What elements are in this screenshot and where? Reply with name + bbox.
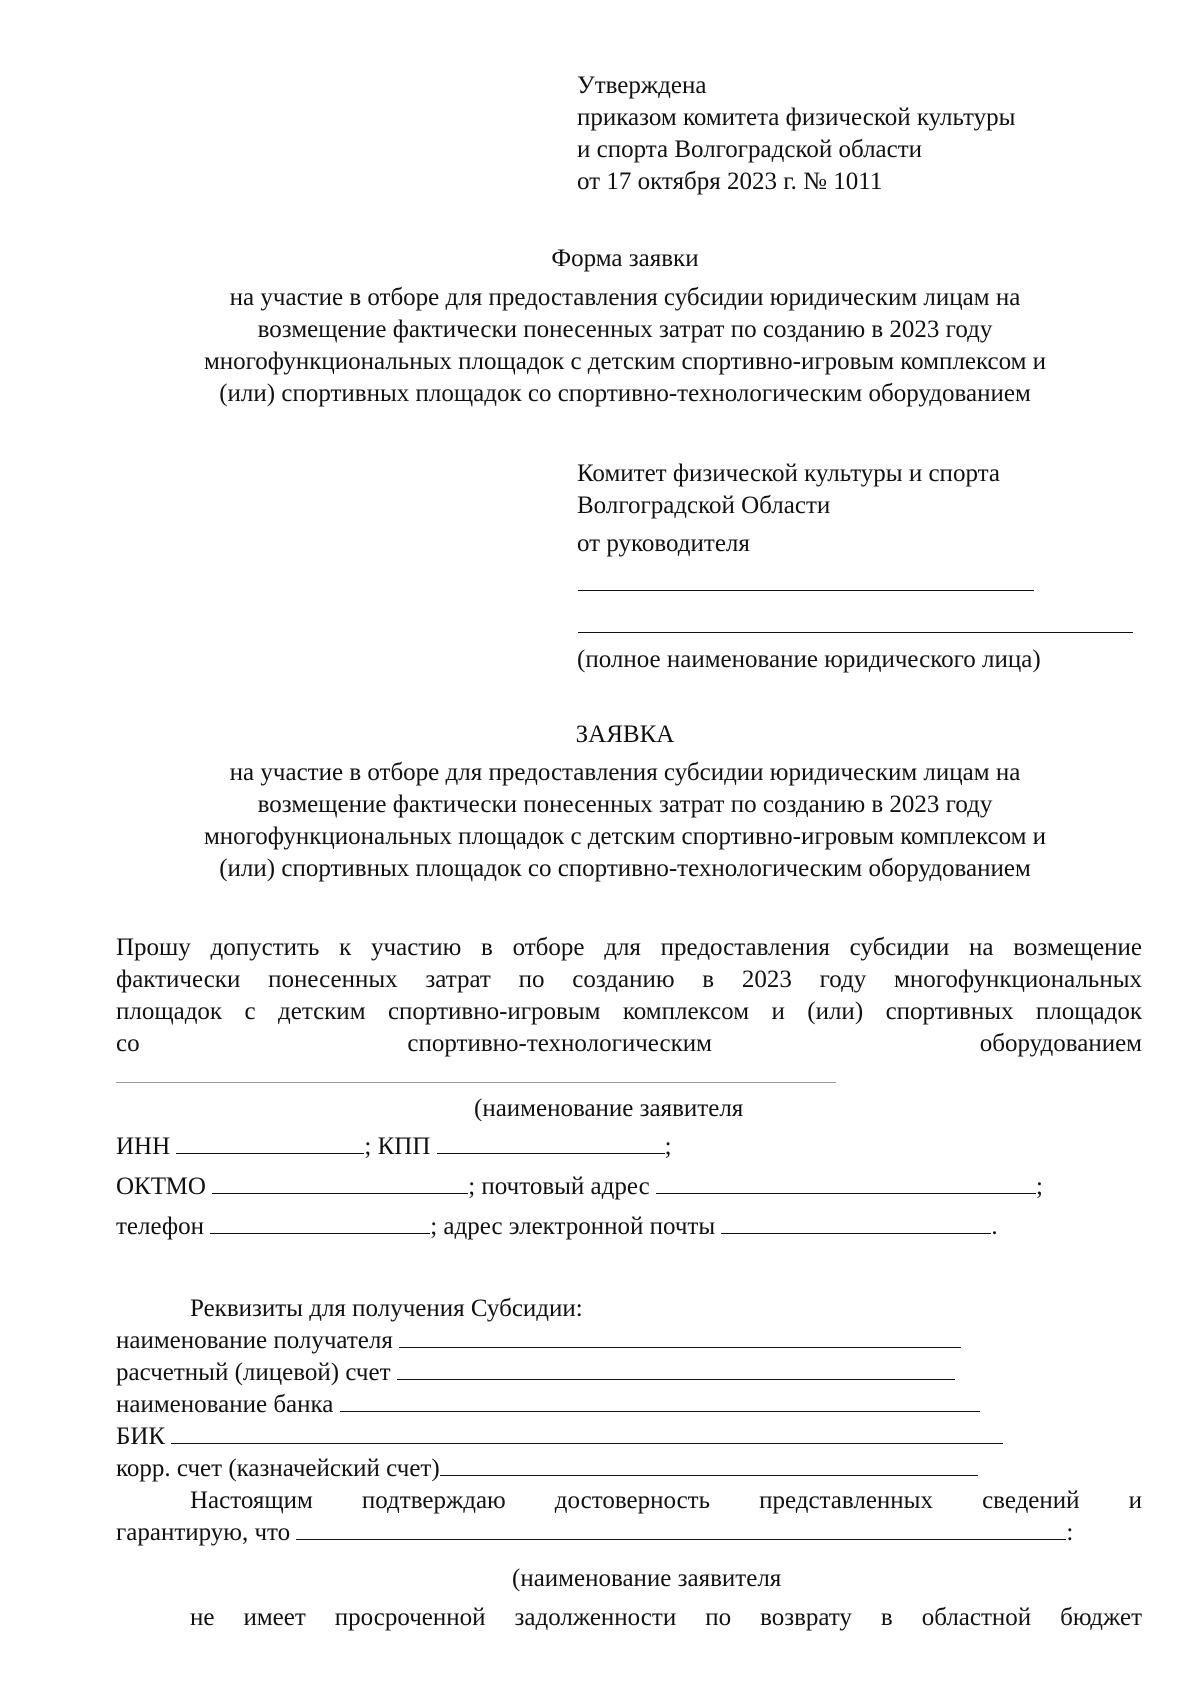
addressee-line: от руководителя	[577, 530, 750, 557]
applicant-name-line[interactable]	[116, 1082, 836, 1083]
recipient-label: наименование получателя	[116, 1327, 393, 1354]
recipient-field[interactable]	[399, 1325, 961, 1348]
inn-field[interactable]	[176, 1131, 364, 1154]
caption-text: (наименование заявителя	[512, 1565, 782, 1592]
guarantee-line: Настоящим подтверждаю достоверность представленных сведений и	[190, 1487, 1142, 1514]
phone-field[interactable]	[210, 1211, 430, 1234]
punct: :	[1066, 1519, 1074, 1546]
approval-block	[577, 70, 1015, 198]
legal-entity-line[interactable]	[578, 632, 1133, 633]
phone-email-row	[116, 1211, 998, 1243]
account-label: расчетный (лицевой) счет	[116, 1359, 391, 1386]
addressee-line: Волгоградской Области	[577, 492, 831, 519]
postal-address-label: ; почтовый адрес	[468, 1173, 650, 1200]
oktmo-field[interactable]	[212, 1171, 468, 1194]
application-line: возмещение фактически понесенных затрат по созданию в 2023 году	[257, 791, 993, 818]
form-title-line: возмещение фактически понесенных затрат по созданию в 2023 году	[257, 316, 993, 343]
account-field[interactable]	[397, 1357, 955, 1380]
corr-row	[116, 1453, 978, 1485]
bik-label: БИК	[116, 1423, 166, 1450]
postal-address-field[interactable]	[656, 1171, 1036, 1194]
approval-line: от 17 октября 2023 г. № 1011	[577, 168, 883, 195]
form-title-line: (или) спортивных площадок со спортивно-технологическим оборудованием	[219, 380, 1031, 407]
guarantee-line	[116, 1517, 1142, 1549]
guarantee-line: не имеет просроченной задолженности по возврату в областной бюджет	[190, 1604, 1142, 1631]
guarantee-applicant-field[interactable]	[296, 1517, 1066, 1540]
corr-account-label: корр. счет (казначейский счет)	[116, 1455, 440, 1482]
email-label: ; адрес электронной почты	[430, 1213, 716, 1240]
request-line: фактически понесенных затрат по созданию в 2023 году многофункциональных	[116, 966, 1142, 993]
addressee-line: Комитет физической культуры и спорта	[577, 460, 1000, 487]
application-line: многофункциональных площадок с детским спортивно-игровым комплексом и	[203, 823, 1047, 850]
head-name-line[interactable]	[578, 590, 1034, 591]
kpp-label: ; КПП	[364, 1133, 431, 1160]
corr-account-field[interactable]	[440, 1453, 978, 1476]
kpp-field[interactable]	[437, 1131, 665, 1154]
caption-text: (наименование заявителя	[474, 1095, 744, 1122]
guarantee-caption	[512, 1563, 781, 1595]
guarantee-clause	[116, 1602, 1142, 1634]
email-field[interactable]	[721, 1211, 991, 1234]
bank-row	[116, 1389, 980, 1421]
oktmo-address-row	[116, 1171, 1043, 1203]
punct: ;	[1035, 1173, 1043, 1200]
form-title	[0, 243, 1200, 275]
application-line: (или) спортивных площадок со спортивно-технологическим оборудованием	[219, 855, 1031, 882]
oktmo-label: ОКТМО	[116, 1173, 206, 1200]
request-line: Прошу допустить к участию в отборе для предоставления субсидии на возмещение	[116, 934, 1142, 961]
guarantee-label: гарантирую, что	[116, 1519, 291, 1546]
word: со	[116, 1030, 140, 1057]
bank-field[interactable]	[340, 1389, 980, 1412]
bik-row	[116, 1421, 1003, 1453]
legal-entity-caption	[577, 644, 1041, 676]
request-line	[116, 1028, 1142, 1060]
phone-label: телефон	[116, 1213, 204, 1240]
application-title-body	[100, 757, 1150, 885]
heading-text: Реквизиты для получения Субсидии:	[190, 1295, 583, 1322]
applicant-caption	[474, 1093, 743, 1125]
addressee-block	[577, 458, 1000, 560]
approval-line: приказом комитета физической культуры	[577, 104, 1016, 131]
inn-kpp-row	[116, 1131, 672, 1163]
account-row	[116, 1357, 955, 1389]
punct: .	[991, 1213, 998, 1240]
inn-label: ИНН	[116, 1133, 171, 1160]
application-heading: ЗАЯВКА	[575, 721, 675, 748]
punct: ;	[664, 1133, 672, 1160]
approval-line: и спорта Волгоградской области	[577, 136, 923, 163]
requisites-heading	[190, 1293, 583, 1325]
form-title-body	[100, 282, 1150, 410]
word: оборудованием	[979, 1030, 1142, 1057]
caption-text: (полное наименование юридического лица)	[577, 646, 1041, 673]
request-line: площадок с детским спортивно-игровым комплексом и (или) спортивных площадок	[116, 998, 1142, 1025]
application-title	[0, 719, 1200, 751]
bank-label: наименование банка	[116, 1391, 334, 1418]
approval-line: Утверждена	[577, 72, 707, 99]
bik-field[interactable]	[171, 1421, 1003, 1444]
word: спортивно-технологическим	[407, 1030, 712, 1057]
guarantee-paragraph	[116, 1485, 1142, 1549]
application-line: на участие в отборе для предоставления субсидии юридическим лицам на	[229, 759, 1021, 786]
request-paragraph	[116, 932, 1142, 1060]
form-title-line: многофункциональных площадок с детским спортивно-игровым комплексом и	[203, 348, 1047, 375]
form-title-line: на участие в отборе для предоставления субсидии юридическим лицам на	[229, 284, 1021, 311]
form-title-heading: Форма заявки	[551, 245, 699, 272]
recipient-row	[116, 1325, 961, 1357]
